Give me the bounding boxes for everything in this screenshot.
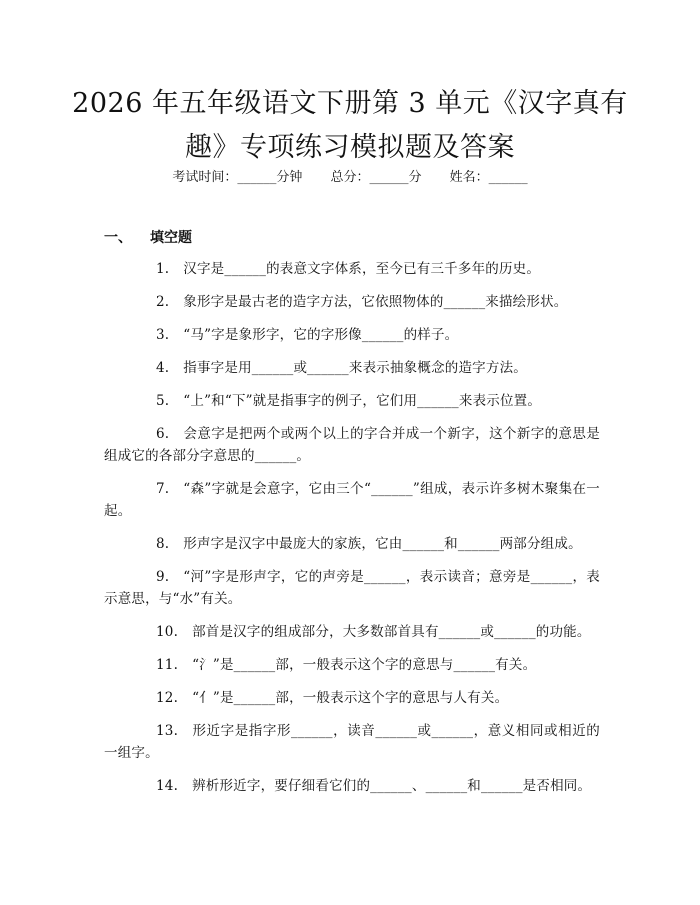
question-item: [104, 654, 600, 676]
question-list: [104, 258, 600, 808]
exam-info-line: [0, 168, 700, 188]
question-number: 6.: [156, 426, 170, 442]
document-title: 2026 年五年级语文下册第 3 单元《汉字真有趣》专项练习模拟题及答案: [72, 88, 628, 163]
question-number: 2.: [156, 294, 170, 310]
question-number: 9.: [156, 569, 170, 585]
question-item: [104, 357, 600, 379]
question-item: [104, 720, 600, 764]
question-number: 10.: [156, 624, 179, 640]
question-number: 14.: [156, 778, 179, 794]
question-number: 11.: [156, 657, 179, 673]
question-text: “马”字是象形字，它的字形像______的样子。: [183, 327, 459, 343]
exam-time-field: 考试时间：______分钟: [172, 170, 303, 185]
question-text: “亻”是______部，一般表示这个字的意思与人有关。: [192, 690, 509, 706]
question-text: “河”字是形声字，它的声旁是______，表示读音；意旁是______，表示意思，与“水”有关。: [104, 569, 600, 607]
question-text: 汉字是______的表意文字体系，至今已有三千多年的历史。: [183, 261, 541, 277]
question-text: 会意字是把两个或两个以上的字合并成一个新字，这个新字的意思是组成它的各部分字意思的______。: [104, 426, 600, 464]
question-item: [104, 324, 600, 346]
section-title-text: 填空题: [150, 230, 192, 246]
question-number: 1.: [156, 261, 170, 277]
question-item: [104, 566, 600, 610]
total-score-field: 总分：______分: [330, 170, 422, 185]
question-text: 指事字是用______或______来表示抽象概念的造字方法。: [183, 360, 527, 376]
question-item: [104, 775, 600, 797]
question-item: [104, 621, 600, 643]
question-text: 辨析形近字，要仔细看它们的______、______和______是否相同。: [192, 778, 592, 794]
question-item: [104, 478, 600, 522]
question-number: 3.: [156, 327, 170, 343]
question-number: 5.: [156, 393, 170, 409]
question-item: [104, 390, 600, 412]
question-item: [104, 258, 600, 280]
section-heading: [104, 228, 192, 248]
question-item: [104, 291, 600, 313]
question-text: “上”和“下”就是指事字的例子，它们用______来表示位置。: [183, 393, 542, 409]
question-number: 8.: [156, 536, 170, 552]
question-text: “氵”是______部，一般表示这个字的意思与______有关。: [192, 657, 537, 673]
question-text: 部首是汉字的组成部分，大多数部首具有______或______的功能。: [192, 624, 591, 640]
question-item: [104, 423, 600, 467]
section-number: 一、: [104, 230, 132, 246]
question-number: 13.: [156, 723, 179, 739]
question-number: 12.: [156, 690, 179, 706]
question-text: 形近字是指字形______，读音______或______，意义相同或相近的一组字。: [104, 723, 600, 761]
question-text: “森”字就是会意字，它由三个“______”组成，表示许多树木聚集在一起。: [104, 481, 600, 519]
question-number: 7.: [156, 481, 170, 497]
question-text: 象形字是最古老的造字方法，它依照物体的______来描绘形状。: [183, 294, 568, 310]
question-text: 形声字是汉字中最庞大的家族，它由______和______两部分组成。: [183, 536, 582, 552]
question-number: 4.: [156, 360, 170, 376]
question-item: [104, 687, 600, 709]
question-item: [104, 533, 600, 555]
student-name-field: 姓名：______: [449, 170, 528, 185]
